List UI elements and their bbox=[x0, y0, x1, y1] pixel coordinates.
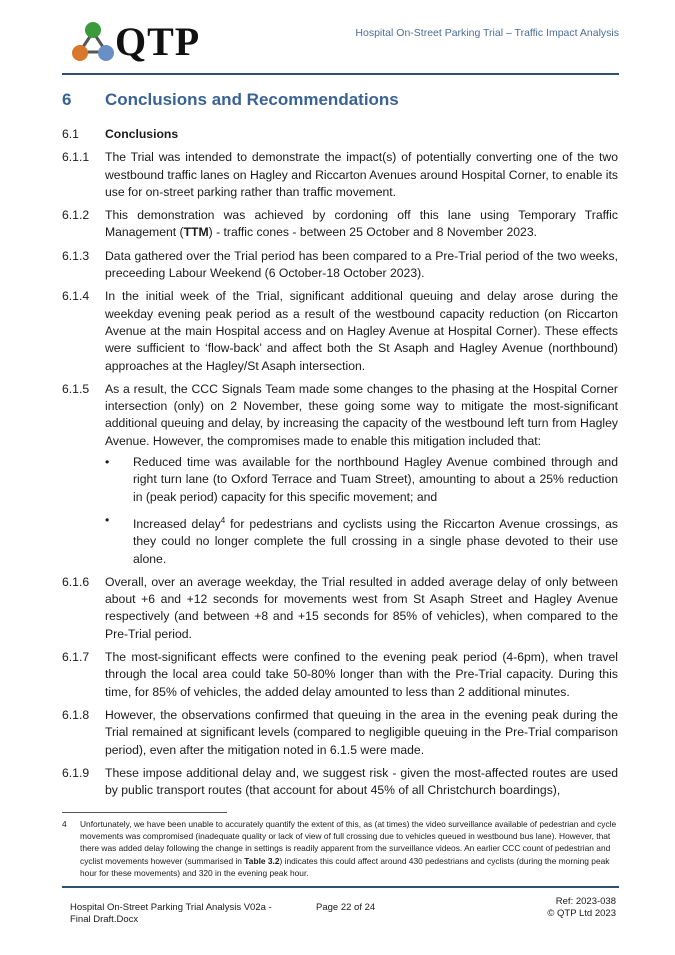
bullet-icon: • bbox=[105, 455, 110, 470]
header-title: Hospital On-Street Parking Trial – Traffic Impact Analysis bbox=[355, 27, 619, 39]
paragraph bbox=[62, 381, 618, 450]
paragraph-number: 6.1.4 bbox=[62, 289, 90, 304]
copyright-text: © QTP Ltd 2023 bbox=[547, 908, 616, 919]
paragraph-number: 6.1.8 bbox=[62, 707, 90, 722]
paragraph-number: 6.1.3 bbox=[62, 248, 90, 263]
paragraph-text: The most-significant effects were confined to the evening peak period (4-6pm), when travel through the local area could take 50-80% longer than with the Pre-Trial capacity. During this time, for 85% of vehicles, the added delay amounted to less than 2 additional minutes. bbox=[105, 650, 618, 699]
paragraph-number: 6.1.9 bbox=[62, 765, 90, 780]
footer-doc-line: Final Draft.Docx bbox=[70, 914, 139, 925]
table-reference: Table 3.2 bbox=[244, 855, 280, 866]
bullet-text: Reduced time was available for the northbound Hagley Avenue combined through and right turn lane (to Oxford Terrace and Tuam Street), amounting to about a 25% reduction in (peak period) capacity for this specific movement; and bbox=[133, 455, 618, 504]
paragraph bbox=[62, 649, 618, 701]
footer-doc-line: Hospital On-Street Parking Trial Analysis V02a - bbox=[70, 902, 272, 913]
footnote-text bbox=[80, 818, 618, 879]
ttm-abbreviation: TTM bbox=[183, 225, 209, 240]
paragraph bbox=[62, 248, 618, 283]
header-divider bbox=[62, 73, 619, 75]
paragraph-text: Data gathered over the Trial period has been compared to a Pre-Trial period of the two weeks, preceeding Labour Weekend (6 October-18 October 2023). bbox=[105, 248, 618, 281]
text-span: ) indicates this could affect around 430 pedestrians and cyclists (during the morning peak hour for these movements) and 320 in the evening peak hour. bbox=[80, 855, 610, 878]
molecule-logo-icon bbox=[69, 20, 117, 66]
subsection-heading bbox=[62, 126, 618, 143]
section-title: Conclusions and Recommendations bbox=[105, 90, 399, 109]
paragraph-number: 6.1.7 bbox=[62, 650, 90, 665]
text-span: This demonstration was achieved by cordoning off this lane using Temporary Traffic Management ( bbox=[105, 208, 618, 240]
paragraph-text: The Trial was intended to demonstrate the impact(s) of potentially converting one of the two westbound traffic lanes on Hagley and Riccarton Avenues around Hospital Corner, to enable its use for on-street parking rather than traffic movement. bbox=[105, 150, 618, 199]
paragraph-text: However, the observations confirmed that queuing in the area in the evening peak during the Trial remained at significant levels (compared to negligible queuing in the Pre-Trial comparison period), even after the mitigation noted in 6.1.5 were made. bbox=[105, 707, 618, 757]
section-number: 6 bbox=[62, 90, 72, 109]
text-span: Unfortunately, we have been unable to accurately quantify the extent of this, as (at times) the video surveillance available of pedestrian and cycle movements was compromised (inadequate quality or lack of view of full crossing due to vehicles queued in westbound bus lane). However, that there was added delay following the change in settings is readily apparent from the surveillance videos. An earlier CCC count of pedestrian and cyclist movements however (summarised in bbox=[80, 819, 617, 866]
paragraph bbox=[62, 149, 618, 201]
paragraph bbox=[62, 288, 618, 374]
footer-divider bbox=[62, 886, 619, 888]
page-number: Page 22 of 24 bbox=[316, 902, 376, 913]
footnote bbox=[62, 818, 618, 879]
paragraph-text bbox=[105, 207, 618, 242]
subsection-title: Conclusions bbox=[105, 127, 179, 141]
paragraph bbox=[62, 207, 618, 242]
paragraph-number: 6.1.6 bbox=[62, 574, 90, 589]
subsection-number: 6.1 bbox=[62, 127, 79, 141]
text-span: Increased delay bbox=[133, 517, 221, 531]
logo-text: QTP bbox=[115, 19, 201, 64]
paragraph-number: 6.1.2 bbox=[62, 208, 90, 223]
text-span: ) - traffic cones - between 25 October and 8 November 2023. bbox=[208, 225, 537, 240]
qtp-logo bbox=[69, 20, 209, 66]
paragraph-number: 6.1.1 bbox=[62, 150, 90, 165]
bullet-text bbox=[133, 512, 618, 568]
bullet-list bbox=[62, 454, 618, 568]
footnote-number: 4 bbox=[62, 819, 67, 829]
bullet-icon: • bbox=[105, 512, 110, 527]
paragraph-text: As a result, the CCC Signals Team made some changes to the phasing at the Hospital Corner intersection (only) on 2 November, these going some way to mitigate the most-significant additional queuing and delay, by increasing the capacity of the westbound left turn from Hagley Avenue. However, the compromises made to enable this mitigation included that: bbox=[105, 381, 618, 448]
text-span: for pedestrians and cyclists using the Riccarton Avenue crossings, as they could no longer complete the full crossing in a single phase devoted to their use alone. bbox=[133, 517, 618, 566]
paragraph bbox=[62, 707, 618, 759]
paragraph-text: These impose additional delay and, we suggest risk - given the most-affected routes are used by public transport routes (that account for about 45% of all Christchurch boardings), bbox=[105, 765, 618, 798]
paragraph-text: Overall, over an average weekday, the Trial resulted in added average delay of only between about +6 and +12 seconds for movements west from St Asaph Street and Hagley Avenue respectively (and between +8 and +15 seconds for 85% of vehicles), when compared to the Pre-Trial period. bbox=[105, 574, 618, 641]
footnote-divider bbox=[62, 812, 227, 813]
footer-document-name bbox=[70, 902, 290, 926]
footer-reference bbox=[547, 896, 616, 920]
paragraph bbox=[62, 574, 618, 643]
paragraph-number: 6.1.5 bbox=[62, 381, 90, 396]
section-heading bbox=[62, 90, 399, 110]
list-item bbox=[62, 454, 618, 506]
paragraph-text: In the initial week of the Trial, significant additional queuing and delay arose during the weekday evening peak period as a result of the westbound capacity reduction (on Riccarton Avenue at the main Hospital access and on Hagley Avenue at Hospital Corner). These effects were sufficient to ‘flow-back’ and affect both the St Asaph and Hagley Avenue (northbound) approaches at the Hagley/St Asaph intersection. bbox=[105, 289, 618, 373]
reference-number: Ref: 2023-038 bbox=[555, 896, 616, 907]
footnote-reference[interactable]: 4 bbox=[220, 515, 226, 525]
document-body bbox=[62, 126, 618, 805]
list-item bbox=[62, 512, 618, 568]
paragraph bbox=[62, 765, 618, 800]
